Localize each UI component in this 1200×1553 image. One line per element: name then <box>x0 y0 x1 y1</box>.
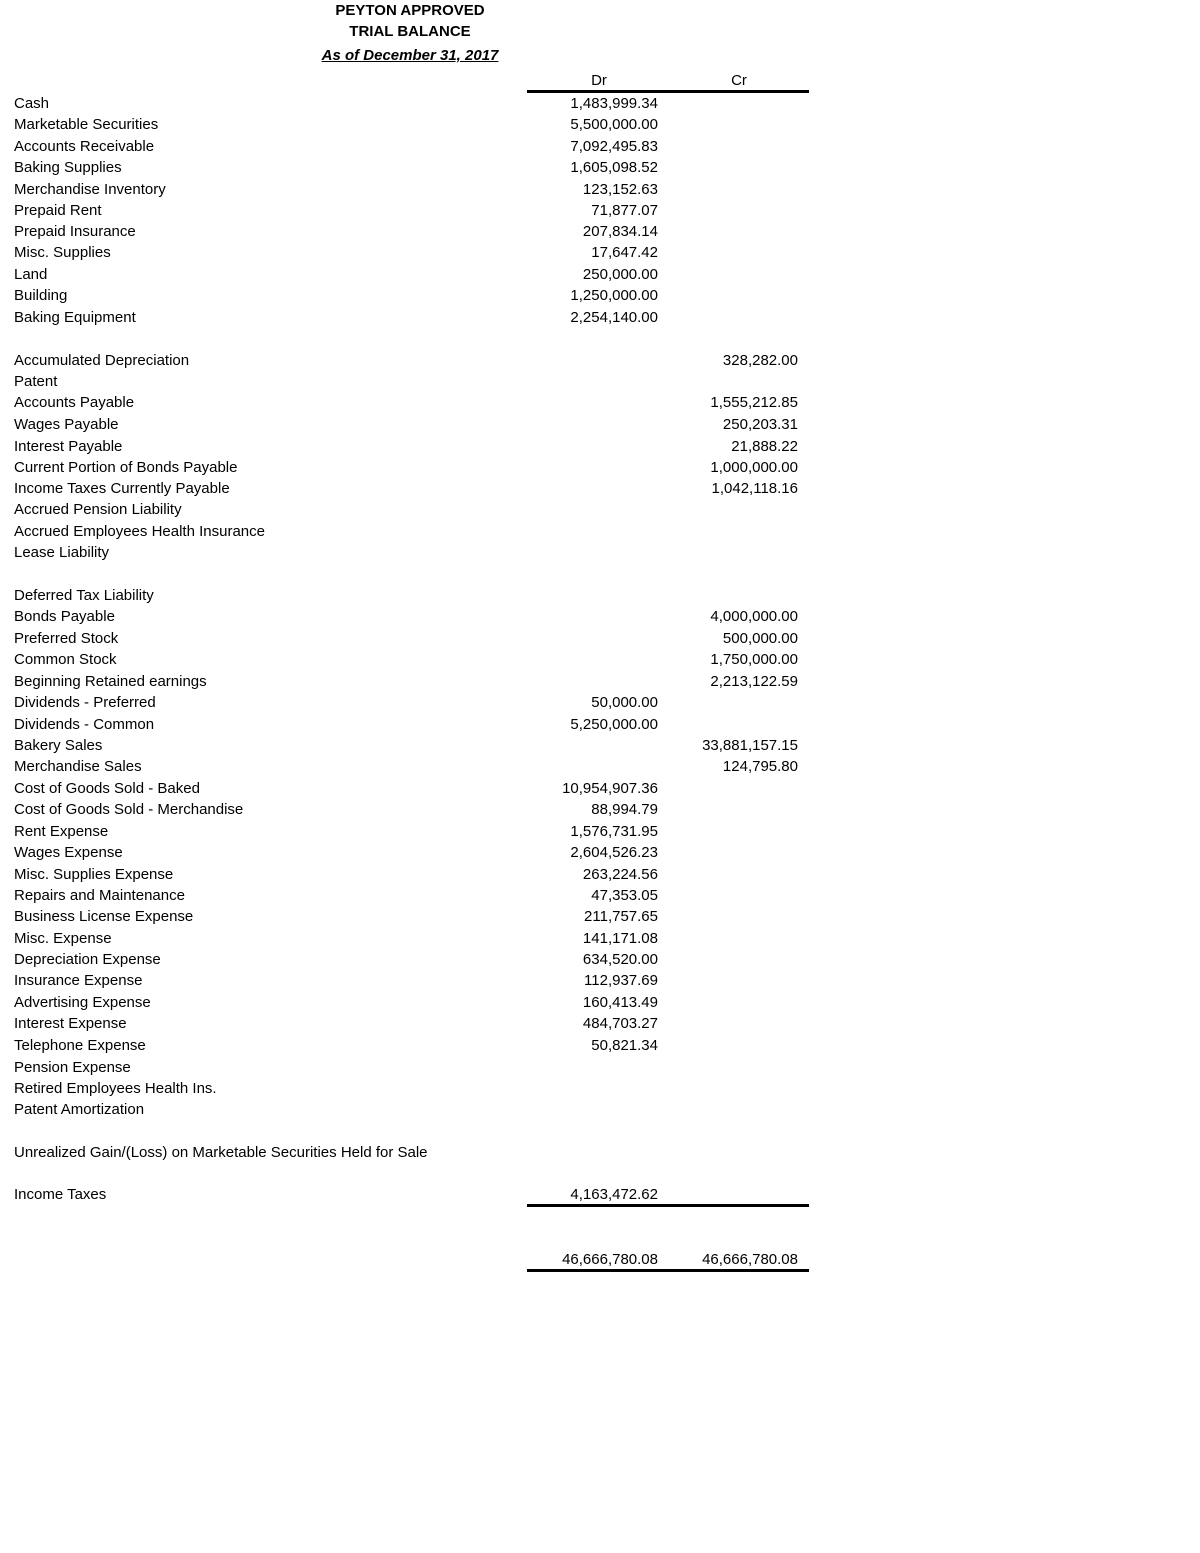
table-row <box>0 242 820 263</box>
account-name: Pension Expense <box>14 1059 131 1076</box>
credit-amount: 2,213,122.59 <box>710 673 798 690</box>
account-name: Baking Equipment <box>14 309 136 326</box>
debit-amount: 50,821.34 <box>591 1037 658 1054</box>
table-row <box>0 93 820 114</box>
account-name: Accounts Payable <box>14 394 135 411</box>
table-row <box>0 842 820 863</box>
credit-amount: 4,000,000.00 <box>710 608 798 625</box>
table-row <box>0 949 820 970</box>
credit-amount: 1,042,118.16 <box>711 480 798 497</box>
account-name: Marketable Securities <box>14 116 159 133</box>
account-name: Income Taxes <box>14 1186 107 1203</box>
account-name: Wages Payable <box>14 416 119 433</box>
debit-amount: 211,757.65 <box>584 908 658 925</box>
table-row <box>0 606 820 627</box>
account-name: Advertising Expense <box>14 994 151 1011</box>
table-row <box>0 414 820 435</box>
table-row <box>0 542 820 563</box>
credit-amount: 1,000,000.00 <box>710 459 798 476</box>
table-row <box>0 1013 820 1034</box>
table-row <box>0 649 820 670</box>
credit-amount: 124,795.80 <box>722 758 798 775</box>
report-title: TRIAL BALANCE <box>349 23 471 40</box>
account-name: Dividends - Common <box>14 716 155 733</box>
table-row <box>0 436 820 457</box>
account-name: Beginning Retained earnings <box>14 673 207 690</box>
credit-amount: 21,888.22 <box>731 438 798 455</box>
account-name: Building <box>14 287 68 304</box>
debit-amount: 1,605,098.52 <box>570 159 658 176</box>
debit-amount: 484,703.27 <box>582 1015 658 1032</box>
account-name: Wages Expense <box>14 844 123 861</box>
account-name: Current Portion of Bonds Payable <box>14 459 238 476</box>
account-name: Dividends - Preferred <box>14 694 156 711</box>
account-name: Land <box>14 266 48 283</box>
debit-amount: 5,500,000.00 <box>570 116 658 133</box>
account-name: Retired Employees Health Ins. <box>14 1080 217 1097</box>
table-row <box>0 200 820 221</box>
table-row <box>0 628 820 649</box>
debit-amount: 4,163,472.62 <box>570 1186 658 1203</box>
account-name: Patent Amortization <box>14 1101 145 1118</box>
account-name: Business License Expense <box>14 908 194 925</box>
table-row <box>0 928 820 949</box>
table-row <box>0 1078 820 1099</box>
account-name: Rent Expense <box>14 823 109 840</box>
account-name: Insurance Expense <box>14 972 143 989</box>
debit-amount: 2,254,140.00 <box>570 309 658 326</box>
account-name: Telephone Expense <box>14 1037 146 1054</box>
table-row <box>0 585 820 606</box>
account-name: Merchandise Sales <box>14 758 142 775</box>
table-row <box>0 970 820 991</box>
debit-amount: 1,483,999.34 <box>570 95 658 112</box>
table-row <box>0 307 820 328</box>
account-name: Unrealized Gain/(Loss) on Marketable Securities Held for Sale <box>14 1144 428 1161</box>
debit-amount: 50,000.00 <box>591 694 658 711</box>
table-row <box>0 521 820 542</box>
debit-amount: 207,834.14 <box>582 223 658 240</box>
table-row <box>0 821 820 842</box>
credit-amount: 33,881,157.15 <box>702 737 798 754</box>
debit-amount: 88,994.79 <box>591 801 658 818</box>
debit-amount: 123,152.63 <box>582 181 658 198</box>
table-row <box>0 285 820 306</box>
table-row <box>0 735 820 756</box>
debit-amount: 263,224.56 <box>582 866 658 883</box>
table-row <box>0 1035 820 1056</box>
debit-amount: 634,520.00 <box>582 951 658 968</box>
table-row <box>0 179 820 200</box>
table-row <box>0 1142 820 1163</box>
credit-amount: 1,555,212.85 <box>710 394 798 411</box>
credit-amount: 250,203.31 <box>722 416 798 433</box>
total-debit: 46,666,780.08 <box>562 1251 658 1268</box>
table-row <box>0 371 820 392</box>
account-name: Cost of Goods Sold - Baked <box>14 780 200 797</box>
credit-amount: 500,000.00 <box>722 630 798 647</box>
debit-amount: 1,250,000.00 <box>570 287 658 304</box>
table-row <box>0 756 820 777</box>
account-name: Common Stock <box>14 651 117 668</box>
account-name: Prepaid Insurance <box>14 223 136 240</box>
debit-amount: 47,353.05 <box>591 887 658 904</box>
subtotal-rule <box>527 1204 809 1207</box>
table-row <box>0 499 820 520</box>
table-row <box>0 478 820 499</box>
account-name: Accumulated Depreciation <box>14 352 190 369</box>
table-row <box>0 864 820 885</box>
account-name: Repairs and Maintenance <box>14 887 185 904</box>
account-name: Cost of Goods Sold - Merchandise <box>14 801 244 818</box>
report-date: As of December 31, 2017 <box>321 47 499 64</box>
credit-column-header: Cr <box>731 72 747 89</box>
table-row <box>0 392 820 413</box>
account-name: Bonds Payable <box>14 608 115 625</box>
table-row <box>0 714 820 735</box>
account-name: Accounts Receivable <box>14 138 155 155</box>
account-name: Merchandise Inventory <box>14 181 166 198</box>
table-row <box>0 136 820 157</box>
debit-amount: 141,171.08 <box>582 930 658 947</box>
account-name: Interest Payable <box>14 438 123 455</box>
totals-row <box>0 1249 820 1270</box>
debit-amount: 10,954,907.36 <box>562 780 658 797</box>
table-row <box>0 671 820 692</box>
debit-amount: 250,000.00 <box>582 266 658 283</box>
table-row <box>0 692 820 713</box>
table-row <box>0 906 820 927</box>
account-name: Prepaid Rent <box>14 202 102 219</box>
table-row <box>0 1057 820 1078</box>
debit-amount: 2,604,526.23 <box>570 844 658 861</box>
account-name: Accrued Pension Liability <box>14 501 182 518</box>
account-name: Deferred Tax Liability <box>14 587 154 604</box>
table-row <box>0 264 820 285</box>
table-row <box>0 992 820 1013</box>
account-name: Bakery Sales <box>14 737 103 754</box>
debit-amount: 1,576,731.95 <box>570 823 658 840</box>
credit-amount: 1,750,000.00 <box>710 651 798 668</box>
debit-amount: 5,250,000.00 <box>570 716 658 733</box>
table-row <box>0 114 820 135</box>
table-row <box>0 350 820 371</box>
table-row <box>0 1184 820 1205</box>
table-row <box>0 778 820 799</box>
debit-amount: 7,092,495.83 <box>570 138 658 155</box>
total-credit: 46,666,780.08 <box>702 1251 798 1268</box>
table-row <box>0 157 820 178</box>
account-name: Depreciation Expense <box>14 951 161 968</box>
debit-column-header: Dr <box>591 72 607 89</box>
debit-amount: 71,877.07 <box>591 202 658 219</box>
debit-amount: 160,413.49 <box>582 994 658 1011</box>
account-name: Interest Expense <box>14 1015 127 1032</box>
table-row <box>0 221 820 242</box>
table-row <box>0 457 820 478</box>
account-name: Patent <box>14 373 58 390</box>
account-name: Accrued Employees Health Insurance <box>14 523 265 540</box>
account-name: Preferred Stock <box>14 630 119 647</box>
credit-amount: 328,282.00 <box>722 352 798 369</box>
account-name: Misc. Expense <box>14 930 112 947</box>
debit-amount: 112,937.69 <box>584 972 658 989</box>
table-row <box>0 1099 820 1120</box>
table-row <box>0 885 820 906</box>
account-name: Lease Liability <box>14 544 110 561</box>
account-name: Misc. Supplies Expense <box>14 866 174 883</box>
account-name: Cash <box>14 95 50 112</box>
debit-amount: 17,647.42 <box>591 244 658 261</box>
total-double-rule <box>527 1269 809 1272</box>
table-row <box>0 799 820 820</box>
account-name: Income Taxes Currently Payable <box>14 480 230 497</box>
company-name: PEYTON APPROVED <box>335 2 485 19</box>
account-name: Baking Supplies <box>14 159 122 176</box>
account-name: Misc. Supplies <box>14 244 111 261</box>
